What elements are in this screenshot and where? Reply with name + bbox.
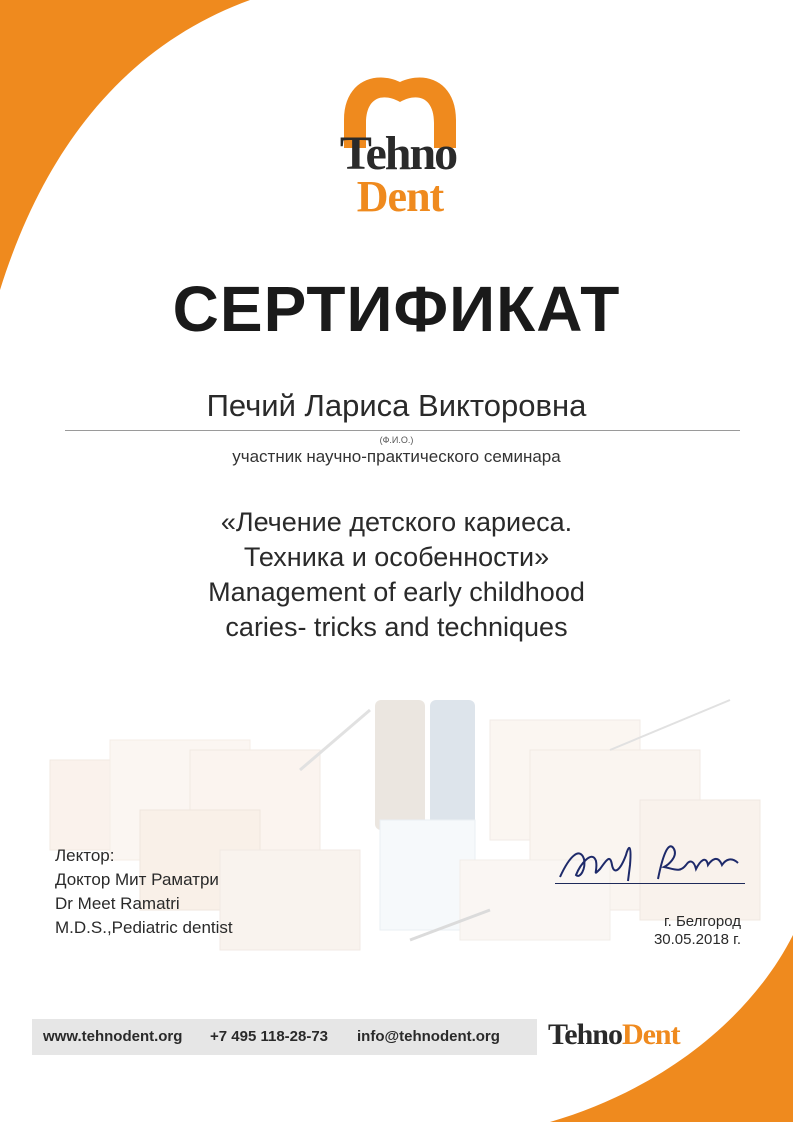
lecturer-name-ru: Доктор Мит Раматри xyxy=(55,870,219,889)
name-underline xyxy=(65,430,740,431)
logo-word-tehno: Tehno xyxy=(339,127,457,180)
footer-website-link[interactable]: www.tehnodent.org xyxy=(43,1028,183,1045)
topic-line-4: caries- tricks and techniques xyxy=(225,612,568,642)
date: 30.05.2018 г. xyxy=(653,931,741,948)
lecturer-name-en: Dr Meet Ramatri xyxy=(55,894,180,913)
city: г. Белгород xyxy=(663,913,741,930)
footer-email-link[interactable]: info@tehnodent.org xyxy=(357,1028,500,1045)
top-left-swoosh xyxy=(0,0,250,290)
lecturer-signature xyxy=(540,825,760,895)
logo-word-dent: Dent xyxy=(356,172,444,221)
footer-logo-dent: Dent xyxy=(621,1018,680,1051)
topic-line-3: Management of early childhood xyxy=(208,577,585,607)
footer-phone: +7 495 118-28-73 xyxy=(210,1028,329,1045)
topic-line-2: Техника и особенности» xyxy=(243,542,550,572)
certificate-title: СЕРТИФИКАТ xyxy=(172,273,621,345)
signature-line xyxy=(555,883,745,884)
topic-line-1: «Лечение детского кариеса. xyxy=(220,507,573,537)
lecturer-credentials: M.D.S.,Pediatric dentist xyxy=(55,918,233,937)
name-caption: (Ф.И.О.) xyxy=(379,435,414,445)
lecturer-heading: Лектор: xyxy=(55,846,115,865)
footer-logo-tehno: Tehno xyxy=(548,1018,622,1051)
participant-text: участник научно-практического семинара xyxy=(232,447,561,466)
recipient-name: Печий Лариса Викторовна xyxy=(206,388,587,423)
footer-logo xyxy=(548,1018,680,1052)
